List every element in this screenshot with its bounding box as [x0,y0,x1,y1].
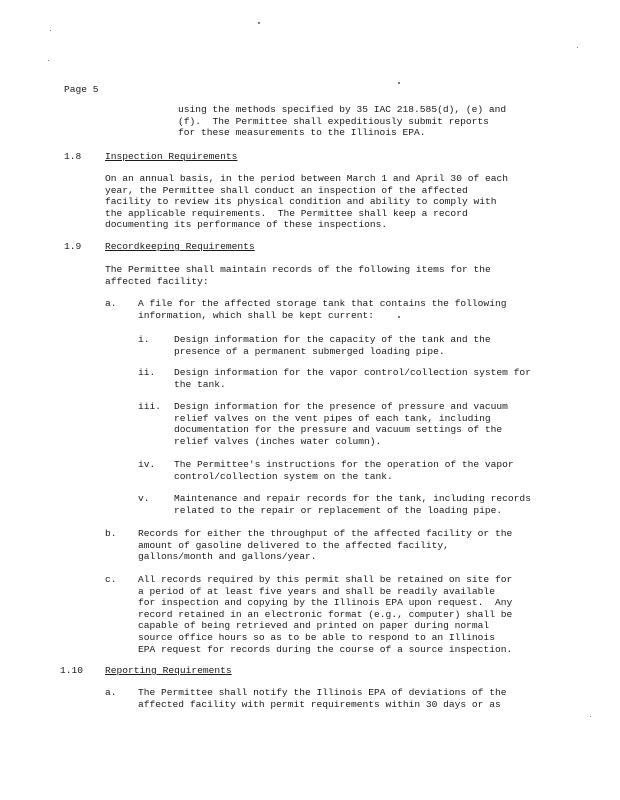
section-heading: Inspection Requirements [105,151,238,162]
item-text: A file for the affected storage tank that contains the following information, which shall be kept current: [138,298,507,321]
scan-speck [577,47,578,48]
item-text: Records for either the throughput of the affected facility or the amount of gasoline delivered to the affected facility, gallons/month and gallons/year. [138,528,513,563]
item-text: All records required by this permit shall be retained on site for a period of at least five years and shall be readily available for inspection and copying by the Illinois EPA upon request. Any record retained in an electronic format (e.g., computer) shall be capable of being retrieved and printed on paper during normal source office hours so as to be able to respond to an Illinois EPA request for records during the course of a source inspection. [138,574,513,655]
subitem-label: i. [138,334,150,345]
item-label: a. [105,298,117,309]
section-number: 1.8 [64,151,82,162]
scan-speck [48,60,49,61]
item-label: b. [105,528,117,539]
scan-speck [590,716,591,717]
subitem-label: iii. [138,401,162,412]
subitem-text: Design information for the vapor control/collection system for the tank. [174,367,531,390]
subitem-text: The Permittee's instructions for the operation of the vapor control/collection system on the tank. [174,459,514,482]
section-heading: Recordkeeping Requirements [105,241,255,252]
section-heading: Reporting Requirements [105,665,232,676]
subitem-text: Maintenance and repair records for the tank, including records related to the repair or replacement of the loading pipe. [174,493,531,516]
section-intro: The Permittee shall maintain records of the following items for the affected facility: [105,264,491,287]
section-body: On an annual basis, in the period between March 1 and April 30 of each year, the Permittee shall conduct an inspection of the affected facility to review its physical condition and ability to comply with the applicable requirements. The Permittee shall keep a record documenting its performance of these inspections. [105,173,509,231]
subitem-label: ii. [138,367,156,378]
subitem-label: iv. [138,459,156,470]
item-text: The Permittee shall notify the Illinois EPA of deviations of the affected facility with permit requirements within 30 days or as [138,687,507,710]
item-label: c. [105,574,117,585]
subitem-text: Design information for the presence of pressure and vacuum relief valves on the vent pipes of each tank, including documentation for the pressure and vacuum settings of the relief valves (inches water column). [174,401,508,447]
subitem-label: v. [138,493,150,504]
scan-speck [398,316,400,318]
scan-speck [398,82,400,84]
scan-speck [50,30,51,31]
page-label: Page 5 [64,84,99,95]
section-number: 1.9 [64,241,82,252]
subitem-text: Design information for the capacity of the tank and the presence of a permanent submerged loading pipe. [174,334,491,357]
item-label: a. [105,687,117,698]
section-number: 1.10 [60,665,84,676]
scan-speck [258,22,260,24]
continuation-paragraph: using the methods specified by 35 IAC 218.585(d), (e) and (f). The Permittee shall expeditiously submit reports for these measurements to the Illinois EPA. [178,104,507,139]
